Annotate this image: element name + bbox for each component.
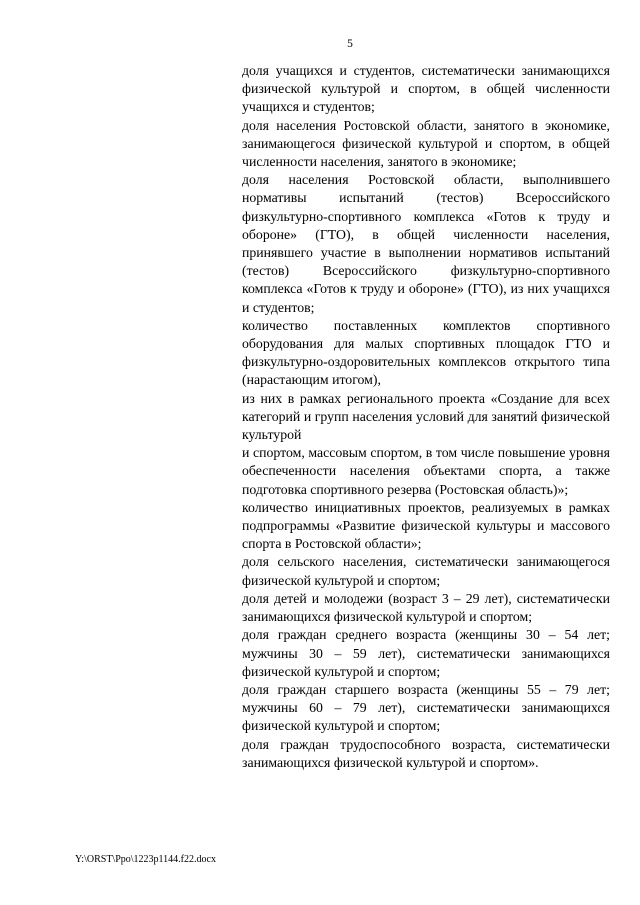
paragraph-1: доля учащихся и студентов, систематически занимающихся физической культурой и спортом, в общей численности учащихся и студентов; — [242, 63, 610, 115]
paragraph-11: доля граждан старшего возраста (женщины 55 – 79 лет; мужчины 60 – 79 лет), систематически занимающихся физической культурой и спортом; — [242, 681, 610, 734]
paragraph-3: доля населения Ростовской области, выполнившего нормативы испытаний (тестов) Всероссийского физкультурно-спортивного комплекса «Готов к труду и обороне» (ГТО), в общей численности населения, принявшего участие в выполнении нормативов испытаний (тестов) Всероссийского физкультурно-спортивного комплекса «Готов к труду и обороне» (ГТО), из них учащихся и студентов; — [242, 172, 610, 315]
paragraph-12: доля граждан трудоспособного возраста, систематически занимающихся физической культурой и спортом». — [242, 736, 610, 770]
page-number: 5 — [347, 38, 353, 50]
paragraph-2: доля населения Ростовской области, занятого в экономике, занимающегося физической культурой и спортом, в общей численности населения, занятого в экономике; — [242, 117, 610, 170]
document-body — [242, 62, 610, 772]
paragraph-7: количество инициативных проектов, реализуемых в рамках подпрограммы «Развитие физической культуры и массового спорта в Ростовской области»; — [242, 499, 610, 552]
paragraph-8: доля сельского населения, систематически занимающегося физической культурой и спортом; — [242, 554, 610, 588]
paragraph-10: доля граждан среднего возраста (женщины 30 – 54 лет; мужчины 30 – 59 лет), систематически занимающихся физической культурой и спортом; — [242, 627, 610, 679]
paragraph-4: количество поставленных комплектов спортивного оборудования для малых спортивных площадок ГТО и физкультурно-оздоровительных комплексов открытого типа (нарастающим итогом), — [242, 317, 610, 388]
paragraph-9: доля детей и молодежи (возраст 3 – 29 лет), систематически занимающихся физической культурой и спортом; — [242, 590, 610, 625]
file-path-footer: Y:\ORST\Ppo\1223p1144.f22.docx — [75, 854, 216, 865]
paragraph-6: и спортом, массовым спортом, в том числе повышение уровня обеспеченности населения объектами спорта, а также подготовка спортивного резерва (Ростовская область)»; — [242, 445, 610, 497]
paragraph-5: из них в рамках регионального проекта «Создание для всех категорий и групп населения условий для занятий физической культурой — [242, 390, 610, 443]
